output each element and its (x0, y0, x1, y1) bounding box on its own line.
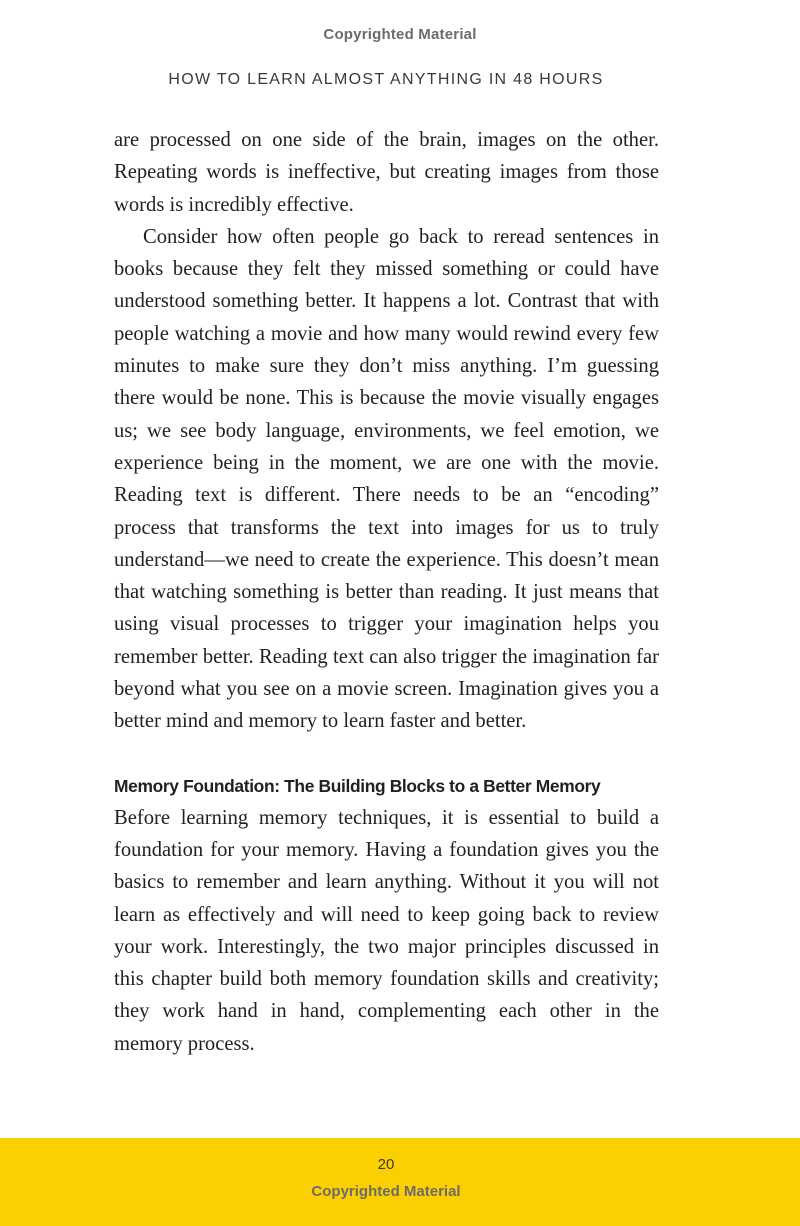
section-heading: Memory Foundation: The Building Blocks to a Better Memory (114, 775, 601, 796)
copyright-notice-top: Copyrighted Material (323, 26, 477, 43)
paragraph-continued: are processed on one side of the brain, images on the other. Repeating words is ineffective, but creating images from those words is incredibly effective. (114, 129, 659, 216)
footer-band (0, 1138, 800, 1226)
page-number: 20 (377, 1156, 395, 1173)
paragraph-movie-comparison: Consider how often people go back to reread sentences in books because they felt they missed something or could have understood something better. It happens a lot. Contrast that with people watching a movie and how many would rewind every few minutes to make sure they don’t miss anything. I’m guessing there would be none. This is because the movie visually engages us; we see body language, environments, we feel emotion, we experience being in the moment, we are one with the movie. Reading text is different. There needs to be an “encoding” process that transforms the text into images for us to truly understand—we need to create the experience. This doesn’t mean that watching something is better than reading. It just means that using visual processes to trigger your imagination helps you remember better. Reading text can also trigger the imagination far beyond what you see on a movie screen. Imagination gives you a better mind and memory to learn faster and better. (114, 225, 659, 733)
page-body (114, 124, 659, 1060)
running-head: HOW TO LEARN ALMOST ANYTHING IN 48 HOURS (168, 71, 604, 88)
paragraph-memory-foundation: Before learning memory techniques, it is essential to build a foundation for your memory. Having a foundation gives you the basics to remember and learn anything. Without it you will not learn as effectively and will need to keep going back to review your work. Interestingly, the two major principles discussed in this chapter build both memory foundation skills and creativity; they work hand in hand, complementing each other in the memory process. (114, 806, 659, 1055)
copyright-notice-bottom: Copyrighted Material (311, 1183, 461, 1200)
